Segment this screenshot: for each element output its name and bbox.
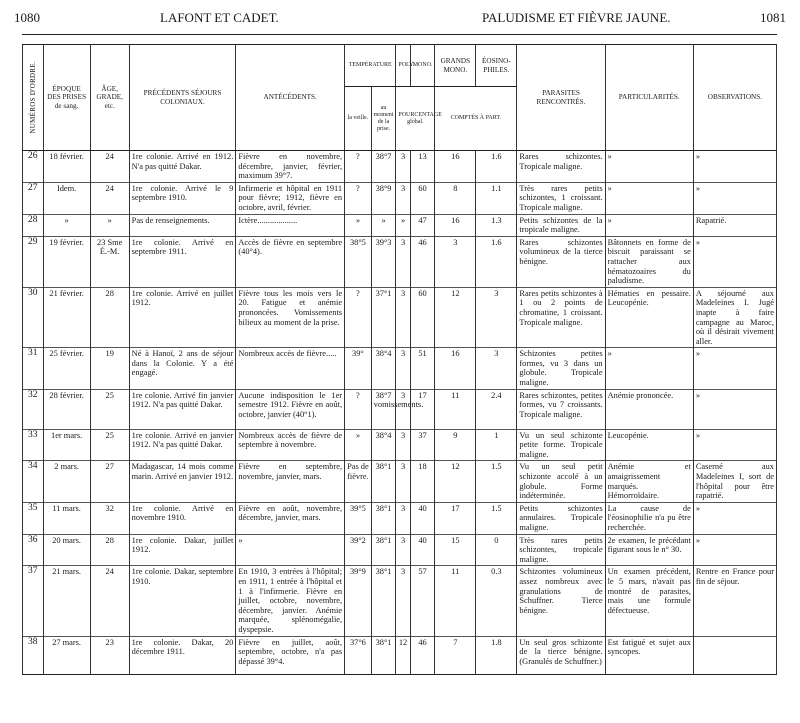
cell-obs: » (693, 182, 776, 214)
cell-mono: 18 (410, 461, 435, 502)
cell-age: 28 (90, 534, 129, 566)
cell-grands: 8 (435, 182, 476, 214)
cell-parasites: Un seul gros schizonte de la tierce bénigne. (Granulés de Schuffner.) (517, 636, 605, 674)
table-row (23, 566, 777, 636)
table-row (23, 429, 777, 461)
cell-t-prise: 38°4 (371, 348, 396, 389)
cell-obs: Rapatrié. (693, 214, 776, 236)
cell-epoque: 27 mars. (43, 636, 90, 674)
cell-t-veille: Pas de fièvre. (345, 461, 372, 502)
cell-num: 29 (23, 236, 44, 287)
cell-age: 23 Sme É.-M. (90, 236, 129, 287)
cell-partic: » (605, 214, 693, 236)
cell-poly: 3 (396, 389, 410, 429)
cell-parasites: Vu un seul petit schizonte accolé à un globule. Forme indéterminée. (517, 461, 605, 502)
table-header (23, 45, 777, 151)
table-row (23, 348, 777, 389)
cell-antecedents: Nombreux accès de fièvre..... (236, 348, 345, 389)
cell-mono: 40 (410, 502, 435, 534)
cell-age: 19 (90, 348, 129, 389)
cell-age: 23 (90, 636, 129, 674)
cell-epoque: 1er mars. (43, 429, 90, 461)
cell-t-veille: 38°5 (345, 236, 372, 287)
table-body (23, 151, 777, 675)
cell-grands: 16 (435, 151, 476, 183)
col-sejours-header: PRÉCÉDENTS SÉJOURS COLONIAUX. (129, 45, 236, 151)
cell-t-veille: ? (345, 182, 372, 214)
cell-eos: 1 (476, 429, 517, 461)
cell-grands: 15 (435, 534, 476, 566)
cell-mono: 60 (410, 182, 435, 214)
cell-num: 30 (23, 287, 44, 348)
right-page-number: 1081 (760, 10, 786, 25)
cell-epoque: Idem. (43, 182, 90, 214)
cell-mono: 46 (410, 236, 435, 287)
cell-grands: 16 (435, 214, 476, 236)
col-mono-header: MONO. (410, 45, 435, 87)
cell-sejours: 1re colonie. Arrivé en novembre 1910. (129, 502, 236, 534)
cell-antecedents: Ictère................... (236, 214, 345, 236)
cell-antecedents: Infirmerie et hôpital en 1911 pour fièvre; 1912, fièvre en octobre, avril, février. (236, 182, 345, 214)
cell-epoque: 2 mars. (43, 461, 90, 502)
cell-partic: Anémie et amaigrissement marqués. Hémorroïdaire. (605, 461, 693, 502)
cell-sejours: 1re colonie. Arrivé en septembre 1911. (129, 236, 236, 287)
cell-poly: 3 (396, 287, 410, 348)
cell-eos: 1.6 (476, 151, 517, 183)
cell-poly: 3 (396, 566, 410, 636)
col-temperature-header: TEMPÉRATURE (345, 45, 396, 87)
table-row (23, 287, 777, 348)
cell-t-prise: 38°1 (371, 534, 396, 566)
cell-age: 25 (90, 429, 129, 461)
cell-epoque: 21 mars. (43, 566, 90, 636)
cell-mono: 17 (410, 389, 435, 429)
cell-eos: 3 (476, 348, 517, 389)
table-row (23, 389, 777, 429)
cell-obs: Rentre en France pour fin de séjour. (693, 566, 776, 636)
cell-antecedents: Accès de fièvre en septembre (40°4). (236, 236, 345, 287)
col-antecedents-header: ANTÉCÉDENTS. (236, 45, 345, 151)
cell-parasites: Petits schizontes annulaires. Tropicale maligne. (517, 502, 605, 534)
col-grands-mono-header: GRANDS MONO. (435, 45, 476, 87)
cell-obs: A séjourné aux Madeleines I. Jugé inapte à faire campagne au Maroc, où il désirait vivement aller. (693, 287, 776, 348)
cell-obs: » (693, 151, 776, 183)
cell-sejours: 1re colonie. Arrivé en janvier 1912. N'a pas quitté Dakar. (129, 429, 236, 461)
cell-parasites: Schizontes volumineux assez nombreux avec granulations de Schuffner. Tierce bénigne. (517, 566, 605, 636)
cell-mono: 60 (410, 287, 435, 348)
cell-obs: » (693, 429, 776, 461)
cell-num: 26 (23, 151, 44, 183)
cell-antecedents: » (236, 534, 345, 566)
cell-grands: 12 (435, 287, 476, 348)
cell-obs: » (693, 348, 776, 389)
cell-num: 35 (23, 502, 44, 534)
table-row (23, 214, 777, 236)
col-comptes-header: COMPTÉS À PART. (435, 87, 517, 151)
cell-epoque: 19 février. (43, 236, 90, 287)
cell-partic: Est fatigué et sujet aux syncopes. (605, 636, 693, 674)
cell-t-prise: 38°1 (371, 566, 396, 636)
cell-epoque: » (43, 214, 90, 236)
cell-partic: » (605, 151, 693, 183)
cell-num: 32 (23, 389, 44, 429)
cell-poly: 3 (396, 151, 410, 183)
cell-sejours: 1re colonie. Arrivé le 9 septembre 1910. (129, 182, 236, 214)
cell-t-prise: 38°7 (371, 151, 396, 183)
cell-t-veille: ? (345, 287, 372, 348)
cell-sejours: 1re colonie. Dakar, juillet 1912. (129, 534, 236, 566)
cell-poly: 3 (396, 348, 410, 389)
cell-parasites: Très rares petits schizontes, tropicale maligne. (517, 534, 605, 566)
cell-eos: 1.5 (476, 502, 517, 534)
cell-t-prise: 38°7 vomissements. (371, 389, 396, 429)
cell-poly: 3 (396, 236, 410, 287)
cell-t-veille: » (345, 429, 372, 461)
cell-partic: Anémie prononcée. (605, 389, 693, 429)
cell-age: 27 (90, 461, 129, 502)
cell-obs: Caserné aux Madeleines I, sort de l'hôpital pour être rapatrié. (693, 461, 776, 502)
cell-age: 28 (90, 287, 129, 348)
cell-parasites: Très rares petits schizontes, 1 croissant. Tropicale maligne. (517, 182, 605, 214)
cell-t-prise: 38°1 (371, 502, 396, 534)
cell-epoque: 11 mars. (43, 502, 90, 534)
cell-grands: 7 (435, 636, 476, 674)
table-row (23, 534, 777, 566)
cell-grands: 9 (435, 429, 476, 461)
cell-poly: 3 (396, 502, 410, 534)
header-rule (22, 34, 777, 35)
left-running-title: LAFONT ET CADET. (160, 10, 279, 25)
col-eosinophiles-header: ÉOSINO- PHILES. (476, 45, 517, 87)
col-particularites-header: PARTICULARITÉS. (605, 45, 693, 151)
cell-t-veille: 39°5 (345, 502, 372, 534)
cell-num: 28 (23, 214, 44, 236)
cell-eos: 1.6 (476, 236, 517, 287)
cell-num: 38 (23, 636, 44, 674)
cell-sejours: Pas de renseignements. (129, 214, 236, 236)
cell-epoque: 18 février. (43, 151, 90, 183)
col-age-header: ÂGE, GRADE, etc. (90, 45, 129, 151)
cell-sejours: 1re colonie. Arrivé en 1912. N'a pas quitté Dakar. (129, 151, 236, 183)
cell-obs: » (693, 502, 776, 534)
cell-age: » (90, 214, 129, 236)
cell-t-veille: 37°6 (345, 636, 372, 674)
cell-sejours: 1re colonie. Dakar, septembre 1910. (129, 566, 236, 636)
cell-mono: 13 (410, 151, 435, 183)
cell-t-veille: » (345, 214, 372, 236)
table-row (23, 236, 777, 287)
cell-antecedents: Fièvre en juillet, août, septembre, octobre, n'a pas dépassé 39°4. (236, 636, 345, 674)
cell-poly: 3 (396, 182, 410, 214)
cell-partic: Un examen précédent, le 5 mars, n'avait pas montré de parasites, mais une formule défectueuse. (605, 566, 693, 636)
cell-eos: 2.4 (476, 389, 517, 429)
cell-mono: 47 (410, 214, 435, 236)
col-temp-veille-header: la veille. (345, 87, 372, 151)
cell-partic: La cause de l'éosinophilie n'a pu être recherchée. (605, 502, 693, 534)
right-running-title: PALUDISME ET FIÈVRE JAUNE. (482, 10, 671, 25)
cell-antecedents: En 1910, 3 entrées à l'hôpital; en 1911, 1 entrée à l'hôpital et 1 à l'infirmerie. Fièvre en juillet, octobre, novembre, décembre, janvier. Anémie marquée, splénomégalie, dyspepsie. (236, 566, 345, 636)
cell-t-veille: 39°2 (345, 534, 372, 566)
cell-t-veille: ? (345, 151, 372, 183)
cell-num: 27 (23, 182, 44, 214)
cell-mono: 57 (410, 566, 435, 636)
cell-sejours: Né à Hanoï, 2 ans de séjour dans la Colonie. Y a été engagé. (129, 348, 236, 389)
cell-sejours: 1re colonie. Arrivé en juillet 1912. (129, 287, 236, 348)
cell-t-prise: » (371, 214, 396, 236)
cell-obs (693, 636, 776, 674)
cell-epoque: 28 février. (43, 389, 90, 429)
cell-sejours: 1re colonie. Dakar, 20 décembre 1911. (129, 636, 236, 674)
col-observations-header: OBSERVATIONS. (693, 45, 776, 151)
cell-eos: 3 (476, 287, 517, 348)
cell-poly: 3 (396, 461, 410, 502)
cell-epoque: 20 mars. (43, 534, 90, 566)
cell-num: 31 (23, 348, 44, 389)
cell-antecedents: Fièvre tous les mois vers le 20. Fatigue et anémie prononcées. Vomissements bilieux au moment de la prise. (236, 287, 345, 348)
data-table (22, 44, 777, 675)
cell-partic: 2e examen, le précédant figurant sous le n° 30. (605, 534, 693, 566)
cell-partic: » (605, 348, 693, 389)
cell-t-prise: 38°1 (371, 461, 396, 502)
col-epoque-header: ÉPOQUE DES PRISES de sang. (43, 45, 90, 151)
cell-grands: 11 (435, 566, 476, 636)
cell-poly: 3 (396, 534, 410, 566)
cell-partic: Hématies en pessaire. Leucopénie. (605, 287, 693, 348)
table-row (23, 461, 777, 502)
cell-parasites: Petits schizontes de la tropicale maligne. (517, 214, 605, 236)
cell-obs: » (693, 236, 776, 287)
left-page-number: 1080 (14, 10, 40, 25)
cell-parasites: Rares schizontes. Tropicale maligne. (517, 151, 605, 183)
cell-t-prise: 38°9 (371, 182, 396, 214)
table-row (23, 182, 777, 214)
cell-age: 24 (90, 151, 129, 183)
cell-t-prise: 39°3 (371, 236, 396, 287)
col-poly-header: POLY. (396, 45, 410, 87)
cell-mono: 46 (410, 636, 435, 674)
cell-eos: 1.5 (476, 461, 517, 502)
cell-eos: 0.3 (476, 566, 517, 636)
cell-parasites: Rares schizontes volumineux de la tierce bénigne. (517, 236, 605, 287)
cell-age: 25 (90, 389, 129, 429)
cell-t-prise: 37°1 (371, 287, 396, 348)
table-row (23, 151, 777, 183)
cell-parasites: Rares petits schizontes à 1 ou 2 points de chromatine, 1 croissant. Tropicale maligne. (517, 287, 605, 348)
cell-mono: 40 (410, 534, 435, 566)
cell-eos: 1.1 (476, 182, 517, 214)
cell-antecedents: Fièvre en août, novembre, décembre, janvier, mars. (236, 502, 345, 534)
cell-t-prise: 38°1 (371, 636, 396, 674)
cell-t-prise: 38°4 (371, 429, 396, 461)
col-numero-header: NUMÉROS D'ORDRE. (23, 45, 44, 151)
cell-t-veille: 39°9 (345, 566, 372, 636)
cell-sejours: 1re colonie. Arrivé fin janvier 1912. N'a pas quitté Dakar. (129, 389, 236, 429)
cell-t-veille: 39° (345, 348, 372, 389)
cell-poly: » (396, 214, 410, 236)
cell-mono: 51 (410, 348, 435, 389)
col-parasites-header: PARASITES RENCONTRÉS. (517, 45, 605, 151)
cell-parasites: Rares schizontes, petites formes, vu 7 croissants. Tropicale maligne. (517, 389, 605, 429)
cell-grands: 12 (435, 461, 476, 502)
cell-obs: » (693, 389, 776, 429)
cell-partic: Bâtonnets en forme de biscuit paraissant se rattacher aux hématozoaires du paludisme. (605, 236, 693, 287)
cell-poly: 3 (396, 429, 410, 461)
cell-eos: 1.3 (476, 214, 517, 236)
cell-antecedents: Fièvre en novembre, décembre, janvier, février, maximum 39°7. (236, 151, 345, 183)
cell-obs: » (693, 534, 776, 566)
cell-grands: 3 (435, 236, 476, 287)
cell-mono: 37 (410, 429, 435, 461)
cell-sejours: Madagascar, 14 mois comme marin. Arrivé en janvier 1912. (129, 461, 236, 502)
cell-eos: 0 (476, 534, 517, 566)
table-row (23, 502, 777, 534)
cell-t-veille: ? (345, 389, 372, 429)
cell-partic: » (605, 182, 693, 214)
cell-parasites: Vu un seul schizonte petite forme. Tropicale maligne. (517, 429, 605, 461)
cell-age: 24 (90, 182, 129, 214)
cell-grands: 16 (435, 348, 476, 389)
cell-epoque: 21 février. (43, 287, 90, 348)
cell-age: 24 (90, 566, 129, 636)
col-pourcentage-header: POURCENTAGE global. (396, 87, 435, 151)
cell-num: 33 (23, 429, 44, 461)
cell-grands: 17 (435, 502, 476, 534)
cell-num: 36 (23, 534, 44, 566)
table-row (23, 636, 777, 674)
cell-poly: 12 (396, 636, 410, 674)
cell-antecedents: Aucune indisposition le 1er semestre 1912. Fièvre en août, octobre, janvier (40°1). (236, 389, 345, 429)
cell-num: 37 (23, 566, 44, 636)
cell-parasites: Schizontes petites formes, vu 3 dans un globule. Tropicale maligne. (517, 348, 605, 389)
page-header (14, 10, 786, 26)
cell-partic: Leucopénie. (605, 429, 693, 461)
cell-age: 32 (90, 502, 129, 534)
col-temp-prise-header: au moment de la prise. (371, 87, 396, 151)
cell-antecedents: Fièvre en septembre, novembre, janvier, mars. (236, 461, 345, 502)
cell-grands: 11 (435, 389, 476, 429)
cell-num: 34 (23, 461, 44, 502)
cell-eos: 1.8 (476, 636, 517, 674)
cell-antecedents: Nombreux accès de fièvre de septembre à novembre. (236, 429, 345, 461)
cell-epoque: 25 février. (43, 348, 90, 389)
